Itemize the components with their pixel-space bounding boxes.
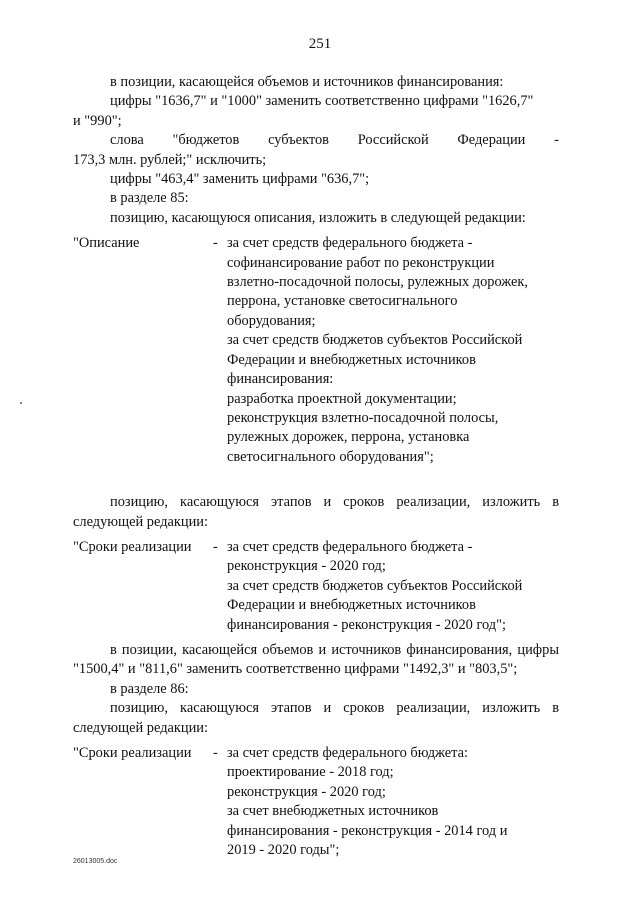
definition-text — [227, 744, 559, 860]
definition-line: реконструкция взлетно-посадочной полосы, — [227, 409, 499, 426]
paragraph: цифры "463,4" заменить цифрами "636,7"; — [110, 171, 370, 188]
definition-dash: - — [213, 538, 218, 555]
word: - — [554, 132, 559, 149]
definition-line: за счет средств федерального бюджета: — [227, 745, 469, 761]
definition-text — [227, 538, 559, 635]
page-number: 251 — [308, 36, 332, 52]
footer-filename: 26013005.doc — [73, 858, 118, 865]
paragraph: в позиции, касающейся объемов и источников финансирования: — [110, 74, 504, 90]
definition-line: перрона, установке светосигнального — [227, 293, 458, 310]
stages-definition-86 — [73, 744, 559, 860]
definition-line: финансирования - реконструкция - 2014 год и — [227, 822, 508, 839]
definition-text — [227, 234, 559, 467]
definition-line: разработка проектной документации; — [227, 390, 457, 407]
definition-line: взлетно-посадочной полосы, рулежных дорожек, — [227, 274, 529, 291]
paragraph: позицию, касающуюся этапов и сроков реализации, изложить в следующей редакции: — [73, 700, 559, 736]
definition-line: за счет внебюджетных источников — [227, 803, 439, 820]
paragraph: цифры "1636,7" и "1000" заменить соответственно цифрами "1626,7" — [110, 93, 534, 110]
paragraph: и "990"; — [73, 112, 122, 129]
definition-line: за счет средств бюджетов субъектов Российской — [227, 577, 523, 594]
word: "бюджетов — [172, 132, 240, 149]
definition-line: оборудования; — [227, 312, 316, 329]
section-heading: в разделе 85: — [110, 190, 189, 207]
definition-line: реконструкция - 2020 год; — [227, 783, 386, 800]
section-heading: в разделе 86: — [110, 680, 189, 697]
definition-line: за счет средств бюджетов субъектов Российской — [227, 332, 523, 349]
description-definition — [73, 234, 559, 467]
document-body — [73, 73, 559, 860]
definition-line: проектирование - 2018 год; — [227, 764, 394, 781]
word: субъектов — [268, 132, 329, 149]
definition-line: 2019 - 2020 годы"; — [227, 842, 340, 859]
paragraph: позицию, касающуюся описания, изложить в следующей редакции: — [110, 209, 526, 226]
definition-line: софинансирование работ по реконструкции — [227, 254, 495, 271]
definition-dash: - — [213, 745, 218, 761]
paragraph-justified — [73, 131, 559, 150]
word: Федерации — [457, 132, 526, 149]
definition-line: финансирования: — [227, 371, 334, 388]
definition-term: "Описание — [73, 235, 140, 252]
definition-line: за счет средств федерального бюджета - — [227, 538, 473, 555]
definition-line: Федерации и внебюджетных источников — [227, 351, 476, 368]
definition-line: рулежных дорожек, перрона, установка — [227, 429, 470, 446]
margin-mark — [20, 402, 22, 404]
definition-line: Федерации и внебюджетных источников — [227, 597, 476, 614]
definition-dash: - — [213, 235, 218, 252]
definition-line: за счет средств федерального бюджета - — [227, 235, 473, 252]
stages-definition-85 — [73, 538, 559, 635]
definition-line: реконструкция - 2020 год; — [227, 558, 386, 575]
definition-term: "Сроки реализации — [73, 745, 192, 761]
paragraph: 173,3 млн. рублей;" исключить; — [73, 151, 267, 168]
definition-line: финансирования - реконструкция - 2020 год"; — [227, 616, 506, 633]
paragraph: в позиции, касающейся объемов и источников финансирования, цифры "1500,4" и "811,6" заменить соответственно цифрами "1492,3" и "803,5"; — [73, 641, 559, 678]
definition-term: "Сроки реализации — [73, 538, 192, 555]
definition-line: светосигнального оборудования"; — [227, 448, 434, 465]
word: слова — [110, 132, 144, 149]
paragraph: позицию, касающуюся этапов и сроков реализации, изложить в следующей редакции: — [73, 494, 559, 530]
word: Российской — [357, 132, 429, 149]
